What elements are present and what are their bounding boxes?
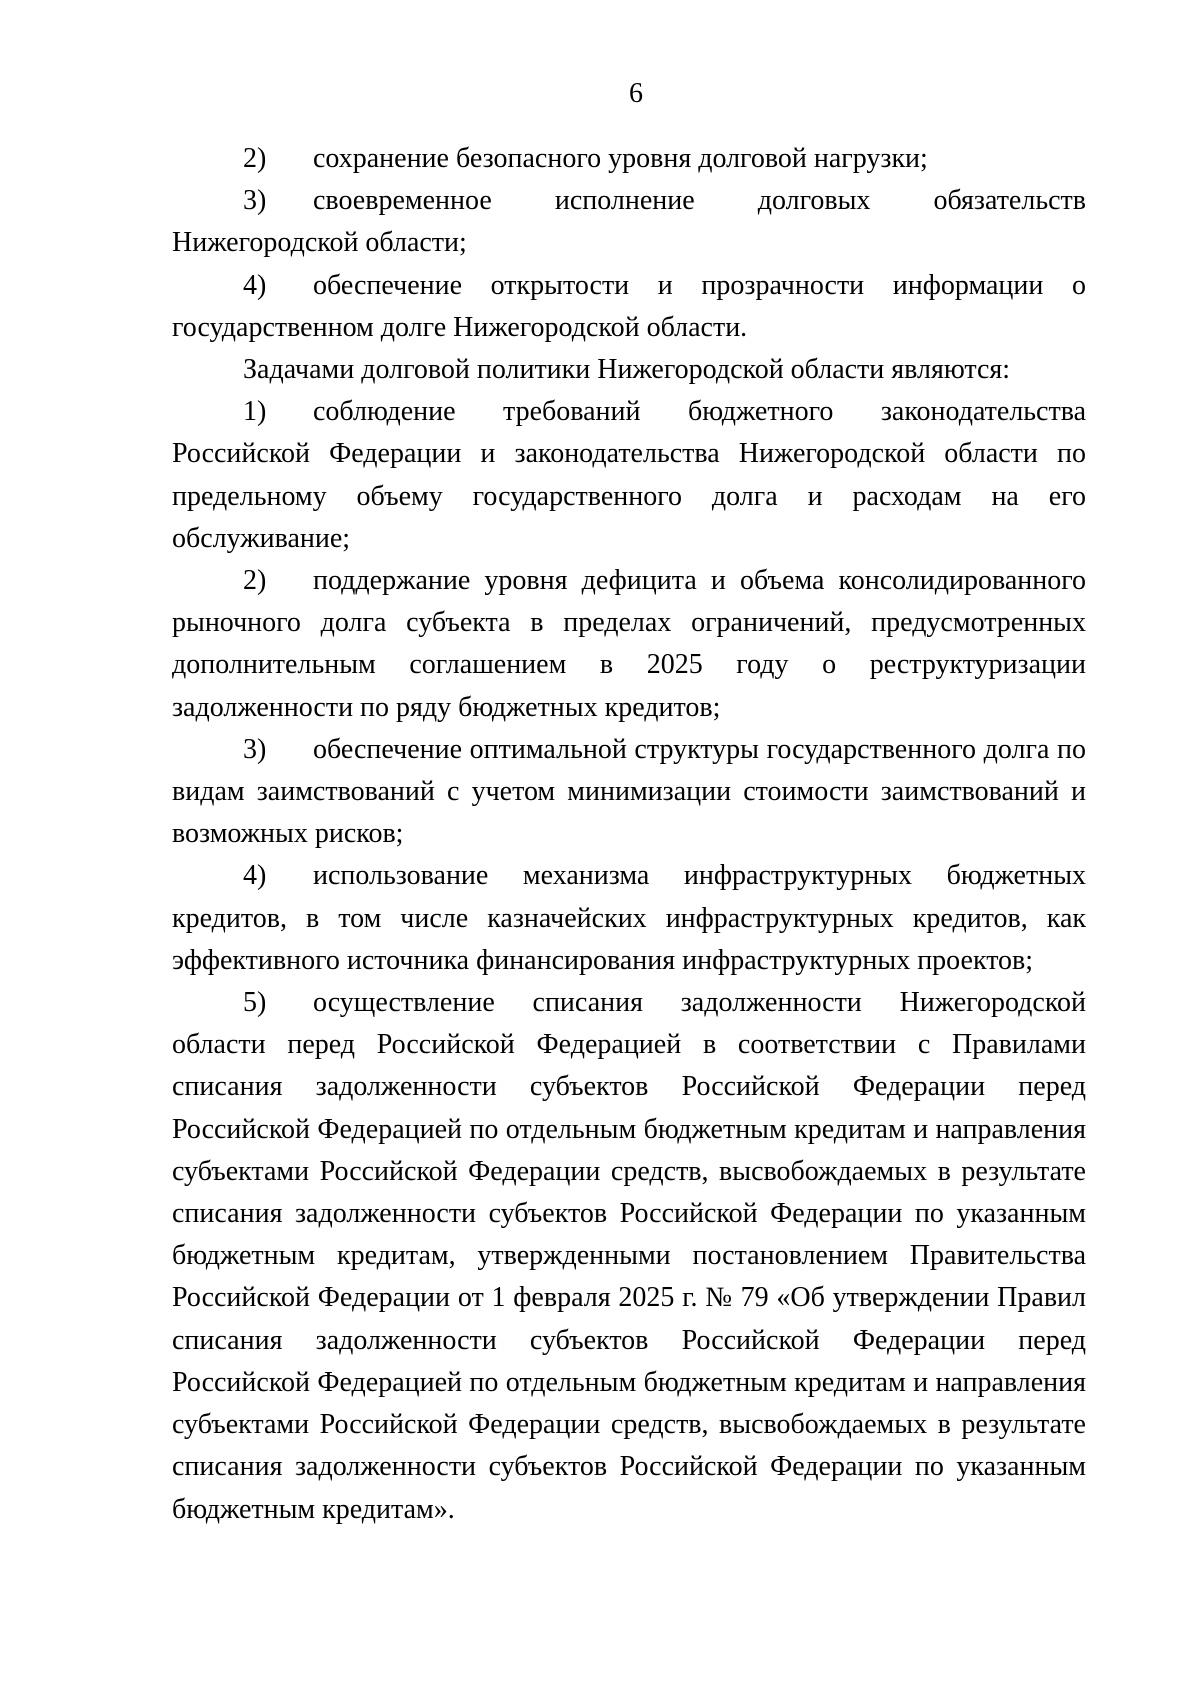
list-item-text: обеспечение открытости и прозрачности информации о государственном долге Нижегородской области. <box>172 269 1086 343</box>
list-marker: 4) <box>243 860 267 892</box>
list-item-text: сохранение безопасного уровня долговой нагрузки; <box>313 143 928 174</box>
list-item-goal-2 <box>172 138 1086 180</box>
list-item-text: соблюдение требований бюджетного законодательства Российской Федерации и законодательства Нижегородской области по предельному объему государственного долга и расходам на его обслуживание; <box>172 396 1086 554</box>
list-item-goal-3 <box>172 180 1086 264</box>
page-number: 6 <box>629 78 643 109</box>
list-item-task-3 <box>172 729 1086 856</box>
list-item-text: осуществление списания задолженности Нижегородской области перед Российской Федерацией в соответствии с Правилами списания задолженности субъектов Российской Федерации перед Российской Федерацией по отдельным бюджетным кредитам и направления субъектами Российской Федерации средств, высвобождаемых в результате списания задолженности субъектов Российской Федерации по указанным бюджетным кредитам, утвержденными постановлением Правительства Российской Федерации от 1 февраля 2025 г. № 79 «Об утверждении Правил списания задолженности субъектов Российской Федерации перед Российской Федерацией по отдельным бюджетным кредитам и направления субъектами Российской Федерации средств, высвобождаемых в результате списания задолженности субъектов Российской Федерации по указанным бюджетным кредитам». <box>172 987 1086 1525</box>
list-item-text: использование механизма инфраструктурных бюджетных кредитов, в том числе казначейских инфраструктурных кредитов, как эффективного источника финансирования инфраструктурных проектов; <box>172 860 1086 976</box>
list-marker: 2) <box>243 143 267 174</box>
list-item-task-4 <box>172 855 1086 982</box>
paragraph-text: Задачами долговой политики Нижегородской области являются: <box>243 354 1011 386</box>
list-marker: 4) <box>243 269 267 301</box>
tasks-intro-paragraph <box>172 349 1086 391</box>
list-marker: 5) <box>243 987 267 1019</box>
list-item-text: обеспечение оптимальной структуры государственного долга по видам заимствований с учетом минимизации стоимости заимствований и возможных рисков; <box>172 733 1086 850</box>
list-marker: 1) <box>243 396 267 428</box>
list-item-task-2 <box>172 560 1086 729</box>
list-item-task-1 <box>172 391 1086 560</box>
list-item-text: поддержание уровня дефицита и объема консолидированного рыночного долга субъекта в пределах ограничений, предусмотренных дополнительным соглашением в 2025 году о реструктуризации задолженности по ряду бюджетных кредитов; <box>172 565 1086 723</box>
list-marker: 3) <box>243 185 267 217</box>
list-item-text: своевременное исполнение долговых обязательств Нижегородской области; <box>172 185 1086 259</box>
document-body <box>172 138 1086 1531</box>
list-marker: 2) <box>243 565 267 597</box>
list-item-task-5 <box>172 982 1086 1531</box>
list-item-goal-4 <box>172 265 1086 349</box>
list-marker: 3) <box>243 733 267 765</box>
